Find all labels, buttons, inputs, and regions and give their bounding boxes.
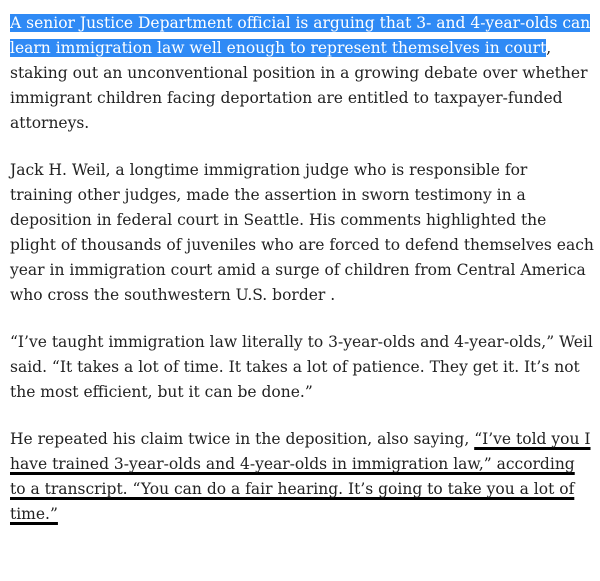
- paragraph-lead: [10, 11, 594, 136]
- lead-rest: , staking out an unconventional position in a growing debate over whether immigrant children facing deportation are entitled to taxpayer-funded attorneys.: [10, 39, 588, 132]
- paragraph-deposition: [10, 427, 594, 527]
- paragraph-quote: “I’ve taught immigration law literally to 3-year-olds and 4-year-olds,” Weil said. “It takes a lot of time. It takes a lot of patience. They get it. It’s not the most efficient, but it can be done.”: [10, 333, 593, 401]
- article-body: [10, 11, 594, 549]
- selected-text[interactable]: A senior Justice Department official is arguing that 3- and 4-year-olds can learn immigration law well enough to represent themselves in court: [10, 14, 591, 57]
- paragraph-weil: Jack H. Weil, a longtime immigration judge who is responsible for training other judges, made the assertion in sworn testimony in a deposition in federal court in Seattle. His comments highlighted the plight of thousands of juveniles who are forced to defend themselves each year in immigration court amid a surge of children from Central America who cross the southwestern U.S. border .: [10, 161, 594, 304]
- deposition-lead: He repeated his claim twice in the deposition, also saying,: [10, 430, 475, 448]
- underlined-quote: “I’ve told you I have trained 3-year-olds and 4-year-olds in immigration law,” according to a transcript. “You can do a fair hearing. It’s going to take you a lot of time.”: [10, 430, 591, 523]
